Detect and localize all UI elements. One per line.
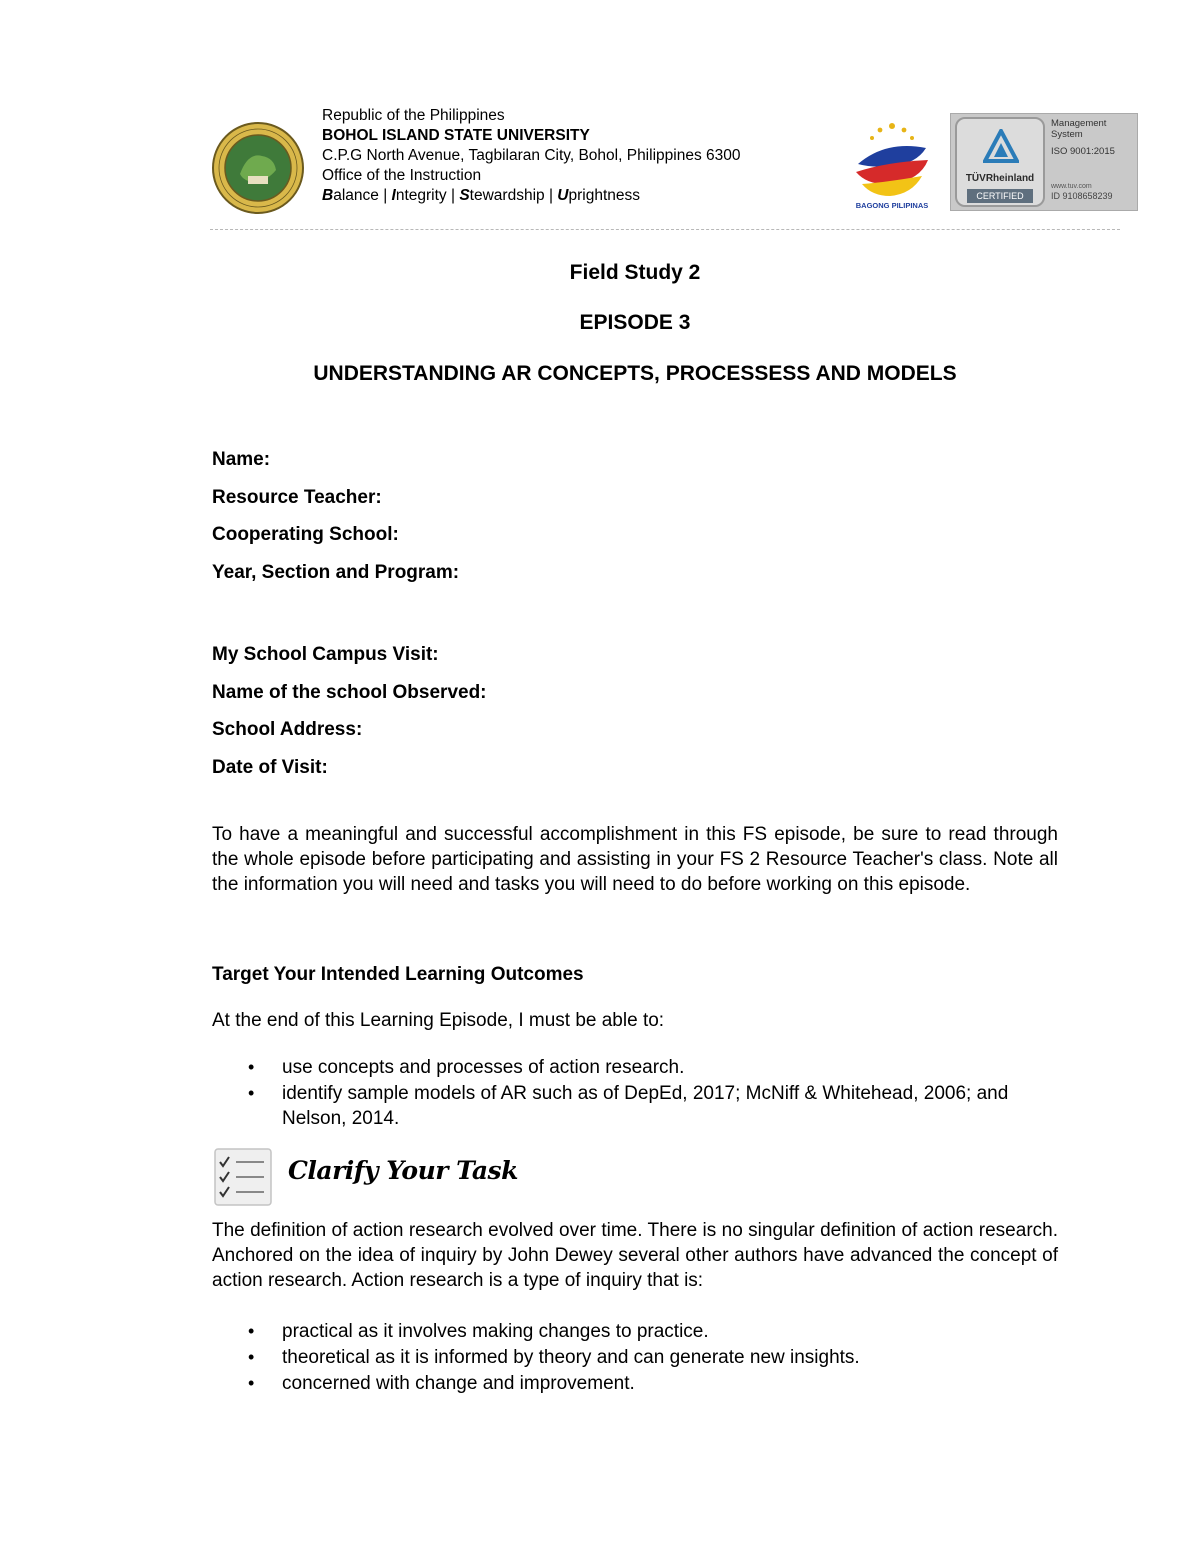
tuv-system: System [1051, 129, 1083, 140]
intro-paragraph: To have a meaningful and successful accomplishment in this FS episode, be sure to read through the whole episode before participating and assisting in your FS 2 Resource Teacher's class. Note all the information you will need and tasks you will need to do before working on this episode. [212, 824, 1058, 895]
clarify-task-heading: Clarify Your Task [288, 1156, 518, 1185]
university-motto: Balance | Integrity | Stewardship | Uprightness [322, 187, 640, 204]
tuv-management: Management [1051, 118, 1107, 129]
topic-title: UNDERSTANDING AR CONCEPTS, PROCESSESS AND MODELS [313, 362, 957, 385]
bagong-pilipinas-logo [846, 118, 938, 214]
tuv-iso: ISO 9001:2015 [1051, 146, 1115, 157]
university-name: BOHOL ISLAND STATE UNIVERSITY [322, 127, 590, 144]
school-observed-label: Name of the school Observed: [212, 681, 487, 703]
school-address-label: School Address: [212, 719, 363, 740]
campus-visit-label: My School Campus Visit: [212, 644, 439, 665]
university-address: C.P.G North Avenue, Tagbilaran City, Bohol, Philippines 6300 [322, 147, 741, 164]
office-line: Office of the Instruction [322, 167, 482, 184]
student-info-fields [212, 449, 459, 599]
year-section-program-label: Year, Section and Program: [212, 561, 460, 583]
episode-title: EPISODE 3 [579, 311, 691, 334]
header-divider [210, 229, 1120, 230]
country-line: Republic of the Philippines [322, 107, 505, 124]
tuv-triangle-icon [983, 129, 1019, 169]
university-seal-logo [212, 122, 304, 214]
course-title: Field Study 2 [569, 261, 701, 284]
tuv-logo-panel [955, 117, 1045, 207]
list-item: • use concepts and processes of action research. [212, 1055, 1058, 1080]
resource-teacher-label: Resource Teacher: [212, 486, 382, 508]
list-item: • practical as it involves making changes to practice. [212, 1319, 1058, 1344]
tuv-www: www.tuv.com [1051, 183, 1092, 190]
name-field-label: Name: [212, 449, 271, 470]
tuv-certification-badge [950, 113, 1138, 211]
bagong-pilipinas-text: BAGONG PILIPINAS [855, 201, 929, 210]
list-item: • identify sample models of AR such as of DepEd, 2017; McNiff & Whitehead, 2006; and Nelson, 2014. [212, 1081, 1058, 1131]
outcomes-list [212, 1055, 1058, 1132]
date-of-visit-label: Date of Visit: [212, 756, 328, 778]
visit-info-fields [212, 644, 487, 794]
tuv-details [1051, 118, 1115, 202]
university-header [322, 106, 740, 206]
outcomes-heading: Target Your Intended Learning Outcomes [212, 964, 584, 985]
checklist-icon [214, 1148, 272, 1206]
task-list [212, 1319, 1058, 1397]
outcomes-lead: At the end of this Learning Episode, I must be able to: [212, 1010, 665, 1031]
list-item: • theoretical as it is informed by theory and can generate new insights. [212, 1345, 1058, 1370]
cooperating-school-label: Cooperating School: [212, 524, 399, 545]
task-paragraph: The definition of action research evolved over time. There is no singular definition of action research. Anchored on the idea of inquiry by John Dewey several other authors have advanced the concept of action research. Action research is a type of inquiry that is: [212, 1220, 1058, 1291]
tuv-certified-label: CERTIFIED [967, 189, 1033, 203]
tuv-id: ID 9108658239 [1051, 191, 1113, 201]
list-item: • concerned with change and improvement. [212, 1371, 1058, 1396]
tuv-brand: TÜVRheinland [965, 173, 1035, 184]
